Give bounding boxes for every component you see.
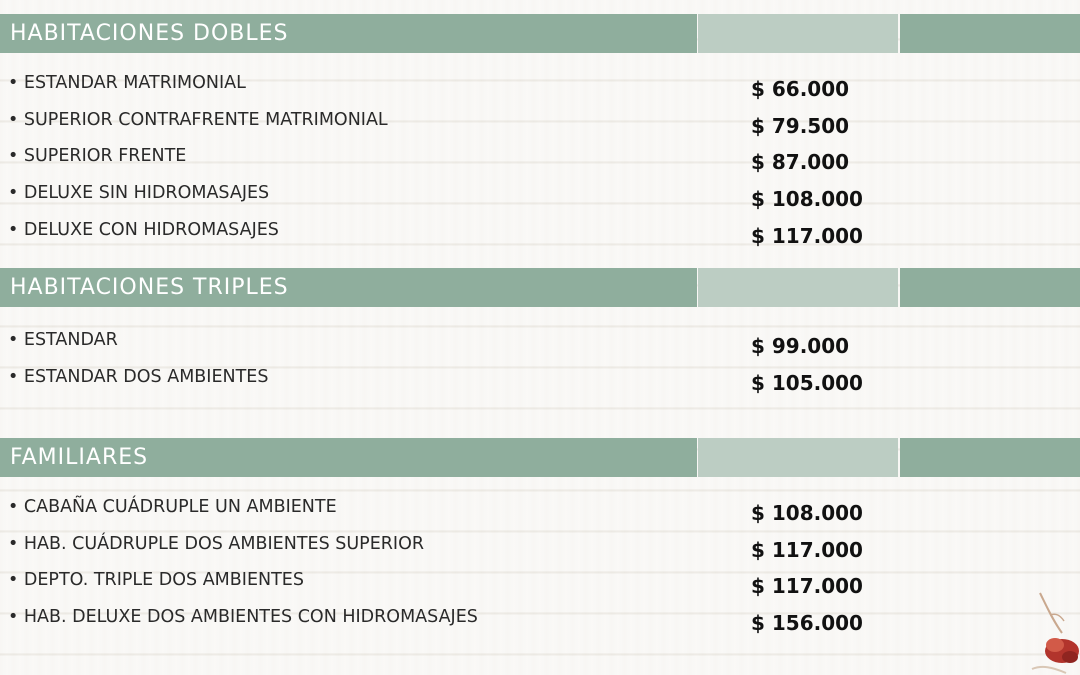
room-price: $ 108.000 — [751, 501, 863, 525]
price-row — [0, 73, 1080, 110]
header-band-middle — [698, 268, 898, 307]
price-row — [0, 367, 1080, 404]
room-price: $ 87.000 — [751, 150, 850, 174]
room-price: $ 156.000 — [751, 611, 863, 635]
room-price: $ 99.000 — [751, 334, 850, 358]
room-name: • ESTANDAR MATRIMONIAL — [8, 73, 246, 93]
section-title: HABITACIONES DOBLES — [10, 21, 289, 46]
room-name: • ESTANDAR DOS AMBIENTES — [8, 367, 269, 387]
price-row — [0, 146, 1080, 183]
header-band-right — [900, 14, 1080, 53]
room-price: $ 108.000 — [751, 187, 863, 211]
price-row — [0, 570, 1080, 607]
header-band-middle — [698, 438, 898, 477]
price-row — [0, 110, 1080, 147]
section-title: FAMILIARES — [10, 445, 149, 470]
price-row — [0, 220, 1080, 257]
price-row — [0, 534, 1080, 571]
section-header-band — [0, 268, 1080, 307]
price-row — [0, 607, 1080, 644]
room-price: $ 105.000 — [751, 371, 863, 395]
room-name: • DELUXE SIN HIDROMASAJES — [8, 183, 270, 203]
section-habitaciones-triples — [0, 268, 1080, 307]
room-name: • CABAÑA CUÁDRUPLE UN AMBIENTE — [8, 497, 337, 517]
room-name: • SUPERIOR CONTRAFRENTE MATRIMONIAL — [8, 110, 388, 130]
room-price: $ 117.000 — [751, 574, 863, 598]
section-title: HABITACIONES TRIPLES — [10, 275, 289, 300]
room-price: $ 66.000 — [751, 77, 850, 101]
room-price: $ 117.000 — [751, 538, 863, 562]
section-header-band — [0, 14, 1080, 53]
room-name: • ESTANDAR — [8, 330, 118, 350]
room-price: $ 117.000 — [751, 224, 863, 248]
header-band-right — [900, 438, 1080, 477]
room-name: • DELUXE CON HIDROMASAJES — [8, 220, 279, 240]
section-familiares — [0, 438, 1080, 477]
price-row — [0, 497, 1080, 534]
price-row — [0, 183, 1080, 220]
room-name: • SUPERIOR FRENTE — [8, 146, 187, 166]
header-band-right — [900, 268, 1080, 307]
room-price: $ 79.500 — [751, 114, 850, 138]
room-name: • HAB. CUÁDRUPLE DOS AMBIENTES SUPERIOR — [8, 534, 425, 554]
price-row — [0, 330, 1080, 367]
section-header-band — [0, 438, 1080, 477]
header-band-middle — [698, 14, 898, 53]
flower-decoration-icon — [1010, 585, 1080, 675]
room-name: • HAB. DELUXE DOS AMBIENTES CON HIDROMASAJES — [8, 607, 478, 627]
room-name: • DEPTO. TRIPLE DOS AMBIENTES — [8, 570, 304, 590]
section-habitaciones-dobles — [0, 14, 1080, 53]
